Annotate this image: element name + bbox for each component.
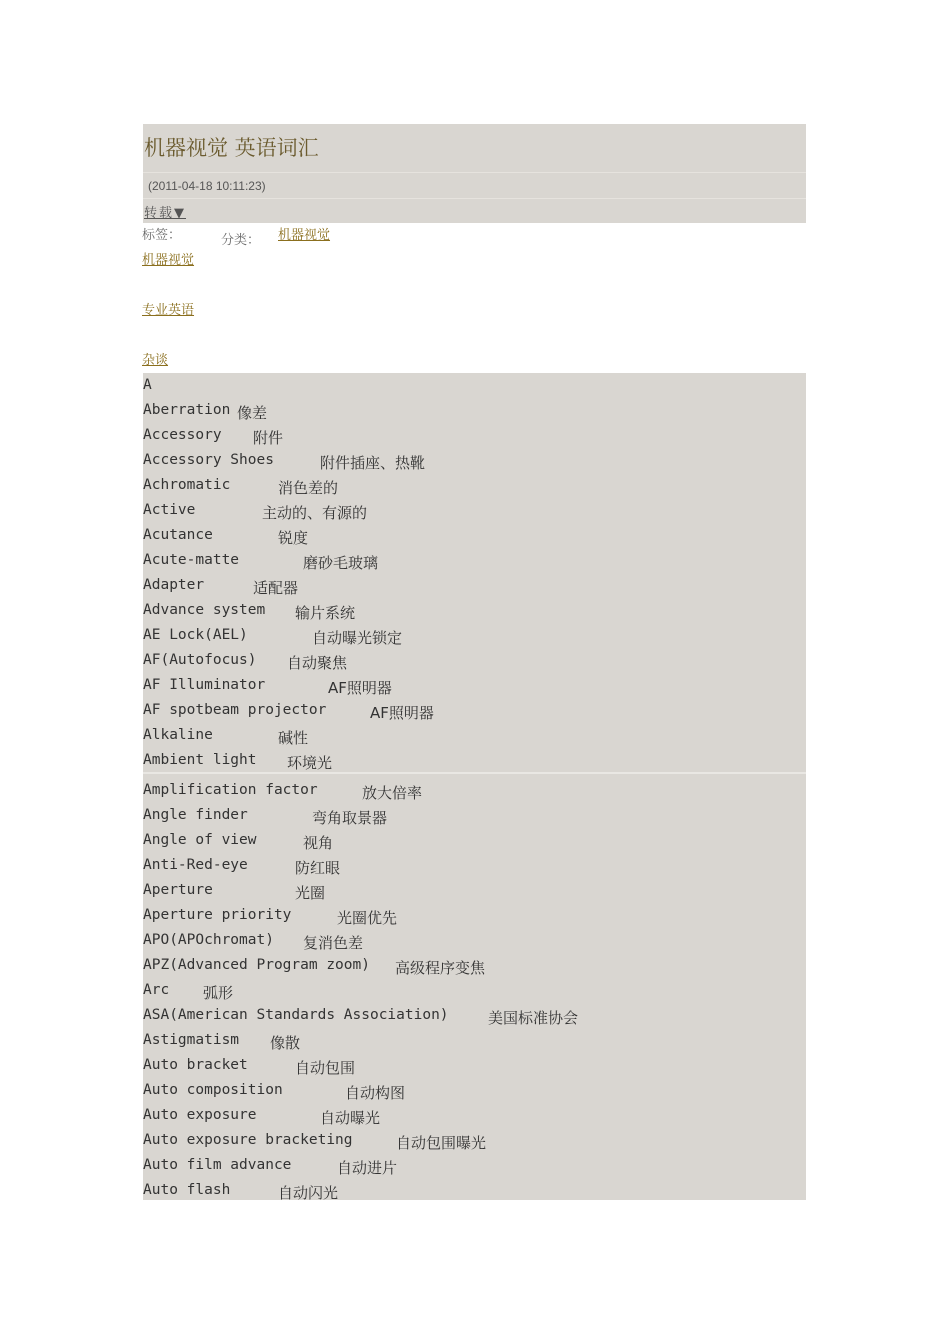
entry-term: AF Illuminator [143, 677, 266, 693]
entry-translation: 主动的、有源的 [262, 504, 368, 522]
tag-link[interactable]: 机器视觉 [142, 253, 195, 268]
entry-translation: 消色差的 [278, 479, 339, 497]
entry-term: Astigmatism [143, 1032, 240, 1048]
entry-term: AF spotbeam projector [143, 702, 327, 718]
entry-translation: 附件插座、热靴 [320, 454, 426, 472]
entry-term: Ambient light [143, 752, 257, 768]
tag-link[interactable]: 专业英语 [142, 303, 195, 318]
entry-term: Anti-Red-eye [143, 857, 248, 873]
category-label: 分类： [221, 233, 261, 248]
entry-translation: 自动曝光锁定 [312, 629, 403, 647]
tag-link[interactable]: 杂谈 [142, 353, 169, 368]
entry-term: Amplification factor [143, 782, 318, 798]
entry-translation: 锐度 [278, 529, 309, 547]
category-link[interactable]: 机器视觉 [278, 228, 331, 243]
entry-translation: 高级程序变焦 [395, 959, 486, 977]
entry-translation: 磨砂毛玻璃 [303, 554, 379, 572]
entry-translation: 防红眼 [295, 859, 341, 877]
tags-label: 标签： [142, 228, 182, 243]
entry-term: Angle of view [143, 832, 257, 848]
entry-translation: 输片系统 [295, 604, 356, 622]
entry-term: Active [143, 502, 196, 518]
entry-term: Angle finder [143, 807, 248, 823]
entry-term: Accessory [143, 427, 222, 443]
entry-translation: 碱性 [278, 729, 309, 747]
entry-term: Acutance [143, 527, 213, 543]
entry-term: ASA(American Standards Association) [143, 1007, 449, 1023]
entry-term: Achromatic [143, 477, 231, 493]
entry-translation: 自动进片 [337, 1159, 398, 1177]
entry-translation: 视角 [303, 834, 334, 852]
entry-term: Auto flash [143, 1182, 231, 1198]
entry-term: Auto bracket [143, 1057, 248, 1073]
entry-term: Advance system [143, 602, 266, 618]
post-date: (2011-04-18 10:11:23) [148, 178, 266, 193]
entry-term: Auto exposure bracketing [143, 1132, 353, 1148]
entry-translation: 美国标准协会 [488, 1009, 579, 1027]
entry-term: AF(Autofocus) [143, 652, 257, 668]
entry-translation: 像散 [270, 1034, 301, 1052]
entry-term: Aberration [143, 402, 231, 418]
entry-translation: 自动包围 [295, 1059, 356, 1077]
entry-translation: 自动构图 [345, 1084, 406, 1102]
title-row [143, 124, 806, 173]
entry-translation: 自动聚焦 [287, 654, 348, 672]
entry-term: APO(APOchromat) [143, 932, 274, 948]
entry-translation: 自动包围曝光 [396, 1134, 487, 1152]
entry-translation: 复消色差 [303, 934, 364, 952]
entry-translation: 环境光 [287, 754, 333, 772]
entry-translation: 自动闪光 [278, 1184, 339, 1202]
entry-term: Alkaline [143, 727, 213, 743]
entry-translation: 附件 [253, 429, 284, 447]
entry-term: Arc [143, 982, 170, 998]
page-title: 机器视觉 英语词汇 [144, 135, 319, 160]
entry-translation: 弧形 [203, 984, 234, 1002]
entry-translation: 放大倍率 [362, 784, 423, 802]
entry-term: Acute-matte [143, 552, 240, 568]
entry-translation: 光圈 [295, 884, 326, 902]
entry-term: APZ(Advanced Program zoom) [143, 957, 370, 973]
entry-translation: 适配器 [253, 579, 299, 597]
repost-row [143, 199, 806, 223]
entry-translation: 像差 [237, 404, 268, 422]
entry-translation: AF照明器 [328, 679, 392, 697]
entry-term: Auto exposure [143, 1107, 257, 1123]
date-row [143, 173, 806, 199]
entry-translation: 自动曝光 [320, 1109, 381, 1127]
entry-term: Adapter [143, 577, 205, 593]
entry-term: Aperture priority [143, 907, 292, 923]
entry-term: Accessory Shoes [143, 452, 274, 468]
post-header [143, 124, 806, 223]
entry-translation: 弯角取景器 [312, 809, 388, 827]
entry-term: Aperture [143, 882, 213, 898]
section-letter: A [143, 377, 152, 393]
entry-term: Auto film advance [143, 1157, 292, 1173]
entry-translation: 光圈优先 [337, 909, 398, 927]
entry-translation: AF照明器 [370, 704, 434, 722]
entry-term: Auto composition [143, 1082, 283, 1098]
entry-term: AE Lock(AEL) [143, 627, 248, 643]
repost-link[interactable]: 转载▼ [144, 205, 186, 221]
